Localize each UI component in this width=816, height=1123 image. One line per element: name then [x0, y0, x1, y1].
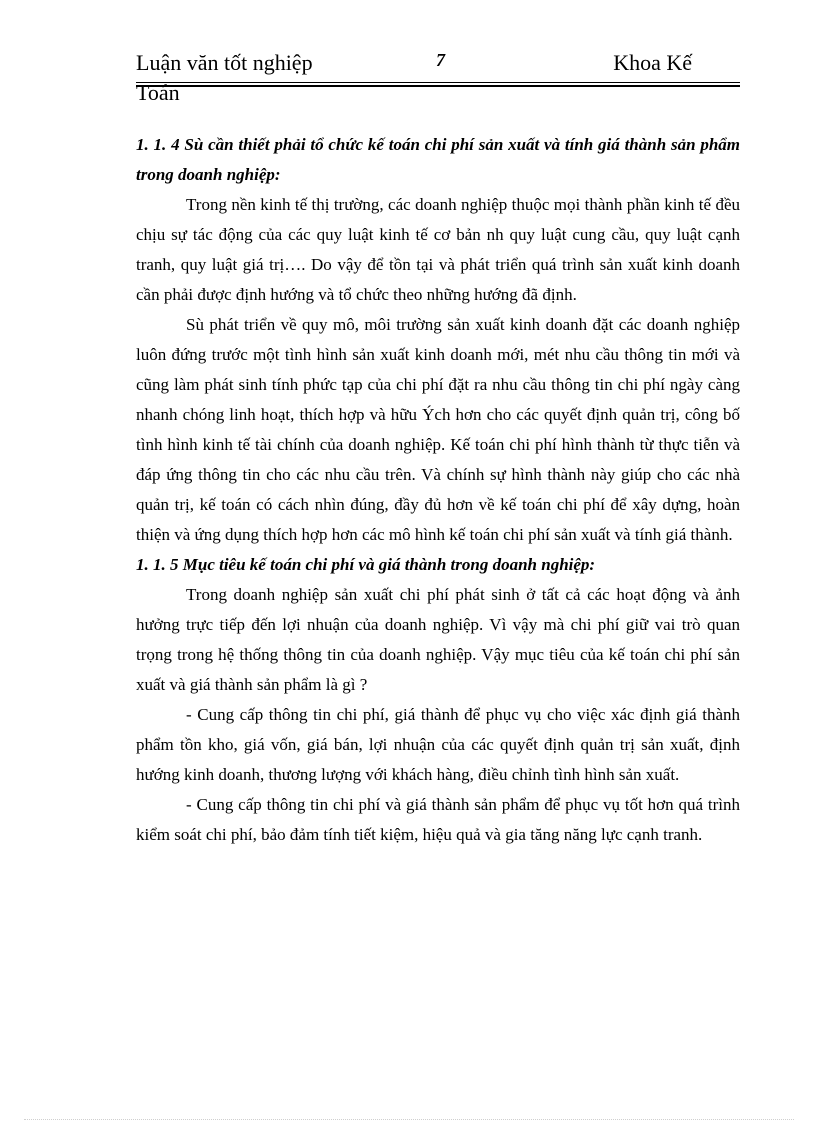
header-left-title	[136, 48, 346, 108]
paragraph: Trong nền kinh tế thị trường, các doanh nghiệp thuộc mọi thành phần kinh tế đều chịu sự tác động của các quy luật kinh tế cơ bản nh quy luật cung cầu, quy luật cạnh tranh, quy luật giá trị…. Do vậy để tồn tại và phát triển quá trình sản xuất kinh doanh cần phải được định hướng và tổ chức theo những hướng đã định.	[136, 195, 740, 304]
page-bottom-border	[24, 1119, 794, 1120]
page-header	[136, 48, 740, 104]
page-number: 7	[436, 50, 445, 70]
section-heading-1-1-4: 1. 1. 4 Sù cần thiết phải tổ chức kế toán chi phí sản xuất và tính giá thành sản phẩm trong doanh nghiệp:	[136, 135, 740, 184]
header-rule-thick	[136, 85, 740, 87]
body-content	[136, 130, 740, 850]
header-dept-continuation: Toán	[136, 80, 180, 105]
header-right-title: Khoa Kế	[613, 50, 692, 75]
header-rule-thin	[136, 82, 740, 83]
paragraph: - Cung cấp thông tin chi phí, giá thành để phục vụ cho việc xác định giá thành phẩm tồn kho, giá vốn, giá bán, lợi nhuận của các quyết định quản trị sản xuất, định hướng kinh doanh, thương lượng với khách hàng, điều chỉnh tình hình sản xuất.	[136, 705, 740, 784]
paragraph: Trong doanh nghiệp sản xuất chi phí phát sinh ở tất cả các hoạt động và ảnh hưởng trực tiếp đến lợi nhuận của doanh nghiệp. Vì vậy mà chi phí giữ vai trò quan trọng trong hệ thống thông tin của doanh nghiệp. Vậy mục tiêu của kế toán chi phí sản xuất và giá thành sản phẩm là gì ?	[136, 585, 740, 694]
paragraph: - Cung cấp thông tin chi phí và giá thành sản phẩm để phục vụ tốt hơn quá trình kiểm soát chi phí, bảo đảm tính tiết kiệm, hiệu quả và gia tăng năng lực cạnh tranh.	[136, 795, 740, 844]
paragraph: Sù phát triển về quy mô, môi trường sản xuất kinh doanh đặt các doanh nghiệp luôn đứng trước một tình hình sản xuất kinh doanh mới, mét nhu cầu thông tin mới và cũng làm phát sinh tính phức tạp của chi phí đặt ra nhu cầu thông tin chi phí ngày càng nhanh chóng linh hoạt, thích hợp và hữu Ých hơn cho các quyết định quản trị, công bố tình hình kinh tế tài chính của doanh nghiệp. Kế toán chi phí hình thành từ thực tiễn và đáp ứng thông tin cho các nhu cầu trên. Và chính sự hình thành này giúp cho các nhà quản trị, kế toán có cách nhìn đúng, đầy đủ hơn về kế toán chi phí để xây dựng, hoàn thiện và ứng dụng thích hợp hơn các mô hình kế toán chi phí sản xuất và tính giá thành.	[136, 315, 740, 544]
section-heading-1-1-5: 1. 1. 5 Mục tiêu kế toán chi phí và giá thành trong doanh nghiệp:	[136, 555, 596, 574]
header-thesis-label: Luận văn tốt nghiệp	[136, 50, 313, 75]
